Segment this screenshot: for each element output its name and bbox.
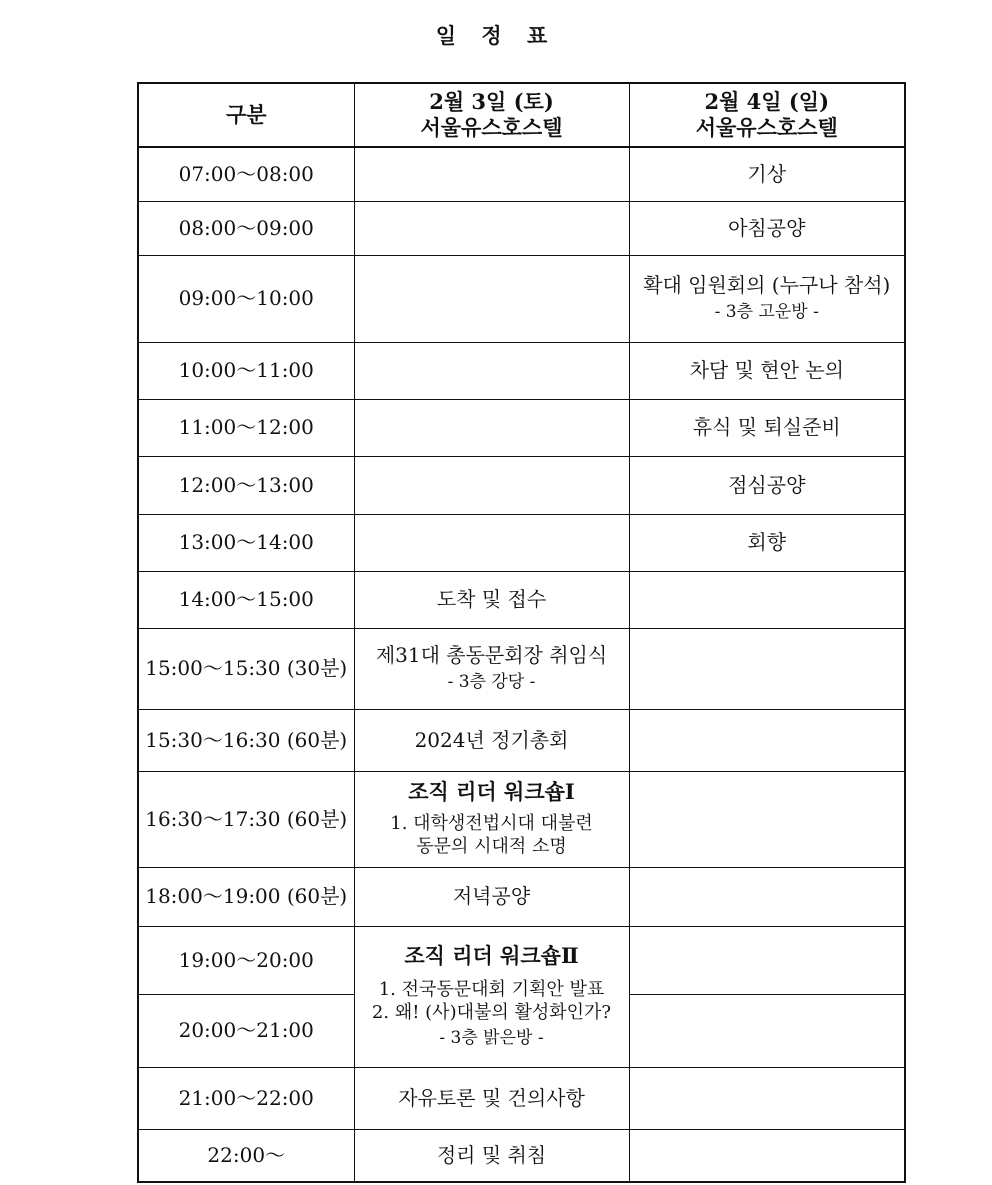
day1-cell [354,771,629,867]
time-cell: 12:00～13:00 [138,456,354,514]
day2-cell: 차담 및 현안 논의 [629,342,905,399]
day2-location: - 3층 고운방 - [714,302,819,323]
time-cell: 18:00～19:00 (60분) [138,867,354,926]
day1-cell [354,514,629,571]
day1-event: 제31대 총동문회장 취임식 [375,643,608,668]
table-row [138,147,905,201]
header-day1-place: 서울유스호스텔 [420,115,563,140]
day1-cell [354,926,629,1067]
day1-cell: 도착 및 접수 [354,571,629,628]
day1-cell [354,628,629,709]
day1-cell [354,456,629,514]
day2-cell: 아침공양 [629,201,905,255]
table-row [138,201,905,255]
day1-cell [354,255,629,342]
table-row [138,399,905,456]
header-day1 [354,83,629,147]
table-row [138,342,905,399]
header-category: 구분 [138,83,354,147]
day2-cell: 회향 [629,514,905,571]
workshop-item: 동문의 시대적 소명 [416,836,567,858]
table-row [138,456,905,514]
workshop-item: 1. 전국동문대회 기획안 발표 [378,978,605,1000]
day2-cell [629,628,905,709]
day2-cell [629,1129,905,1182]
time-cell: 21:00～22:00 [138,1067,354,1129]
time-cell: 13:00～14:00 [138,514,354,571]
table-row [138,1129,905,1182]
header-day2-place: 서울유스호스텔 [695,115,838,140]
day1-cell: 정리 및 취침 [354,1129,629,1182]
time-cell: 11:00～12:00 [138,399,354,456]
time-cell: 08:00～09:00 [138,201,354,255]
table-row [138,255,905,342]
workshop-item: 1. 대학생전법시대 대불련 [390,812,593,834]
day2-cell [629,571,905,628]
workshop-item: 2. 왜! (사)대불의 활성화인가? [371,1002,612,1023]
table-header-row [138,83,905,147]
day1-location: - 3층 강당 - [447,672,536,693]
workshop-location: - 3층 밝은방 - [439,1028,544,1049]
header-day2-date: 2월 4일 (일) [704,88,830,114]
day2-cell: 기상 [629,147,905,201]
day1-cell [354,147,629,201]
day2-cell [629,709,905,771]
table-row [138,867,905,926]
day2-cell [629,771,905,867]
day2-cell [629,867,905,926]
workshop-title: 조직 리더 워크숍Ⅱ [404,943,579,969]
schedule-table [137,82,906,1183]
table-row [138,514,905,571]
time-cell: 16:30～17:30 (60분) [138,771,354,867]
time-cell: 19:00～20:00 [138,926,354,994]
table-row [138,771,905,867]
header-day1-date: 2월 3일 (토) [429,88,554,114]
workshop-title: 조직 리더 워크숍Ⅰ [408,779,575,805]
page-title: 일 정 표 [435,23,557,48]
time-cell: 09:00～10:00 [138,255,354,342]
day1-cell: 2024년 정기총회 [354,709,629,771]
day2-cell [629,255,905,342]
day2-cell [629,994,905,1067]
day2-cell [629,1067,905,1129]
time-cell: 15:30～16:30 (60분) [138,709,354,771]
time-cell: 14:00～15:00 [138,571,354,628]
table-row [138,926,905,994]
header-day2 [629,83,905,147]
time-cell: 10:00～11:00 [138,342,354,399]
day1-cell: 저녁공양 [354,867,629,926]
table-row [138,571,905,628]
time-cell: 20:00～21:00 [138,994,354,1067]
day1-cell: 자유토론 및 건의사항 [354,1067,629,1129]
day2-event: 확대 임원회의 (누구나 참석) [643,273,891,298]
time-cell: 15:00～15:30 (30분) [138,628,354,709]
time-cell: 07:00～08:00 [138,147,354,201]
table-row [138,1067,905,1129]
day2-cell [629,926,905,994]
day2-cell: 점심공양 [629,456,905,514]
table-row [138,709,905,771]
day1-cell [354,342,629,399]
table-row [138,628,905,709]
day1-cell [354,399,629,456]
day2-cell: 휴식 및 퇴실준비 [629,399,905,456]
day1-cell [354,201,629,255]
time-cell: 22:00～ [138,1129,354,1182]
